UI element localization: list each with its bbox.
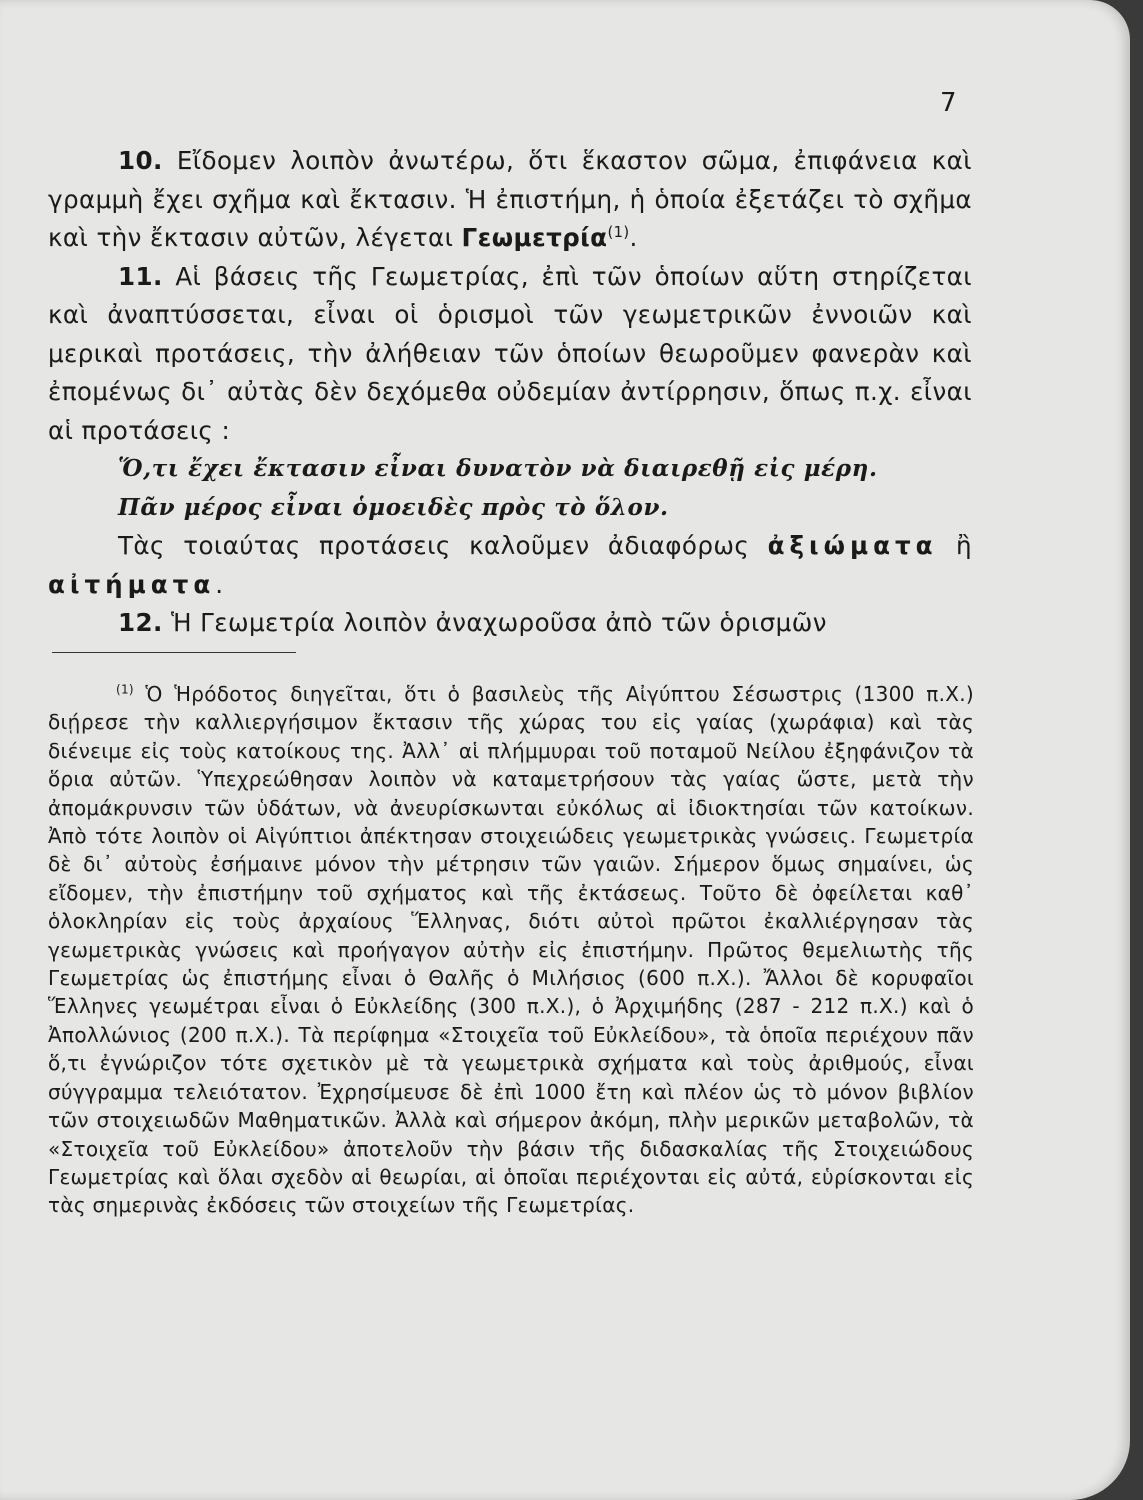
paragraph-12-text: Ἡ Γεωμετρία λοιπὸν ἀναχωροῦσα ἀπὸ τῶν ὁρισμῶν (162, 608, 827, 637)
term-axioms: ἀξιώματα (767, 531, 938, 560)
section-number-12: 12. (118, 608, 163, 637)
axiom-2: Πᾶν μέρος εἶναι ὁμοειδὲς πρὸς τὸ ὅλον. (118, 493, 669, 521)
footnote-paragraph (48, 680, 974, 1220)
paragraph-11 (48, 258, 972, 451)
paragraph-11b-text: Τὰς τοιαύτας προτάσεις καλοῦμεν ἀδιαφόρως (118, 531, 768, 560)
page-number: 7 (940, 88, 957, 118)
footnote (48, 680, 974, 1220)
footnote-marker: (1) (116, 682, 134, 697)
paragraph-11-text: Αἱ βάσεις τῆς Γεωμετρίας, ἐπὶ τῶν ὁποίων αὕτη στηρίζεται καὶ ἀναπτύσσεται, εἶναι οἱ ὁρισμοὶ τῶν γεωμετρικῶν ἐννοιῶν καὶ μερικαὶ προτάσεις, τὴν ἀλήθειαν τῶν ὁποίων θεωροῦμεν φανερὰν καὶ ἐπομένως δι᾽ αὐτὰς δὲν δεχόμεθα οὐδεμίαν ἀντίρρησιν, ὅπως π.χ. εἶναι αἱ προτάσεις : (48, 261, 972, 445)
paragraph-12 (48, 604, 972, 643)
section-number-11: 11. (118, 261, 163, 291)
footnote-divider (52, 652, 296, 653)
term-geometry: Γεωμετρία (461, 223, 608, 252)
section-number-10: 10. (118, 146, 163, 175)
axiom-1: Ὅ,τι ἔχει ἔκτασιν εἶναι δυνατὸν νὰ διαιρεθῇ εἰς μέρη. (118, 455, 878, 482)
paragraph-10-text: Εἴδομεν λοιπὸν ἀνωτέρω, ὅτι ἕκαστον σῶμα, ἐπιφάνεια καὶ γραμμὴ ἔχει σχῆμα καὶ ἔκτασιν. Ἡ ἐπιστήμη, ἡ ὁποία ἐξετάζει τὸ σχῆμα καὶ τὴν ἔκτασιν αὐτῶν, λέγεται (48, 146, 972, 252)
term-postulates: αἰτήματα (48, 569, 216, 599)
paragraph-11b-end: . (215, 569, 224, 599)
footnote-reference: (1) (607, 223, 630, 241)
footnote-text: Ὁ Ἡρόδοτος διηγεῖται, ὅτι ὁ βασιλεὺς τῆς Αἰγύπτου Σέσωστρις (1300 π.Χ.) διῄρεσε τὴν καλλιεργήσιμον ἔκτασιν τῆς χώρας του εἰς γαίας (χωράφια) καὶ τὰς διένειμε εἰς τοὺς κατοίκους της. Ἀλλ᾽ αἱ πλήμμυραι τοῦ ποταμοῦ Νείλου ἐξηφάνιζον τὰ ὅρια αὐτῶν. Ὑπεχρεώθησαν λοιπὸν νὰ καταμετρήσουν τὰς γαίας ὥστε, μετὰ τὴν ἀπομάκρυνσιν τῶν ὑδάτων, νὰ ἀνευρίσκωνται εὐκόλως αἱ ἰδιοκτησίαι τῶν κατοίκων. Ἀπὸ τότε λοιπὸν οἱ Αἰγύπτιοι ἀπέκτησαν στοιχειώδεις γεωμετρικὰς γνώσεις. Γεωμετρία δὲ δι᾽ αὐτοὺς ἐσήμαινε μόνον τὴν μέτρησιν τῶν γαιῶν. Σήμερον ὅμως σημαίνει, ὡς εἴδομεν, τὴν ἐπιστήμην τοῦ σχήματος καὶ τῆς ἐκτάσεως. Τοῦτο δὲ ὀφείλεται καθ᾽ ὁλοκληρίαν εἰς τοὺς ἀρχαίους Ἕλληνας, διότι αὐτοὶ πρῶτοι ἐκαλλιέργησαν τὰς γεωμετρικὰς γνώσεις καὶ προήγαγον αὐτὴν εἰς ἐπιστήμην. Πρῶτος θεμελιωτὴς τῆς Γεωμετρίας ὡς ἐπιστήμης εἶναι ὁ Θαλῆς ὁ Μιλήσιος (600 π.Χ.). Ἄλλοι δὲ κορυφαῖοι Ἕλληνες γεωμέτραι εἶναι ὁ Εὐκλείδης (300 π.Χ.), ὁ Ἀρχιμήδης (287 - 212 π.Χ.) καὶ ὁ Ἀπολλώνιος (200 π.Χ.). Τὰ περίφημα «Στοιχεῖα τοῦ Εὐκλείδου», τὰ ὁποῖα περιέχουν πᾶν ὅ,τι ἐγνώριζον τότε σχετικὸν μὲ τὰ γεωμετρικὰ σχήματα καὶ τοὺς ἀριθμούς, εἶναι σύγγραμμα τελειότατον. Ἐχρησίμευσε δὲ ἐπὶ 1000 ἔτη καὶ πλέον ὡς τὸ μόνον βιβλίον τῶν στοιχειωδῶν Μαθηματικῶν. Ἀλλὰ καὶ σήμερον ἀκόμη, πλὴν μερικῶν μεταβολῶν, τὰ «Στοιχεῖα τοῦ Εὐκλείδου» ἀποτελοῦν τὴν βάσιν τῆς διδασκαλίας τῆς Στοιχειώδους Γεωμετρίας καὶ ὅλαι σχεδὸν αἱ θεωρίαι, αἱ ὁποῖαι περιέχονται εἰς αὐτά, εὑρίσκονται εἰς τὰς σημερινὰς ἐκδόσεις τῶν στοιχείων τῆς Γεωμετρίας. (48, 682, 974, 1218)
main-text (48, 142, 972, 643)
paragraph-10-end: . (629, 223, 638, 252)
paragraph-10 (48, 142, 972, 258)
paragraph-11b-or: ἢ (937, 531, 972, 560)
paragraph-11b (48, 527, 972, 604)
